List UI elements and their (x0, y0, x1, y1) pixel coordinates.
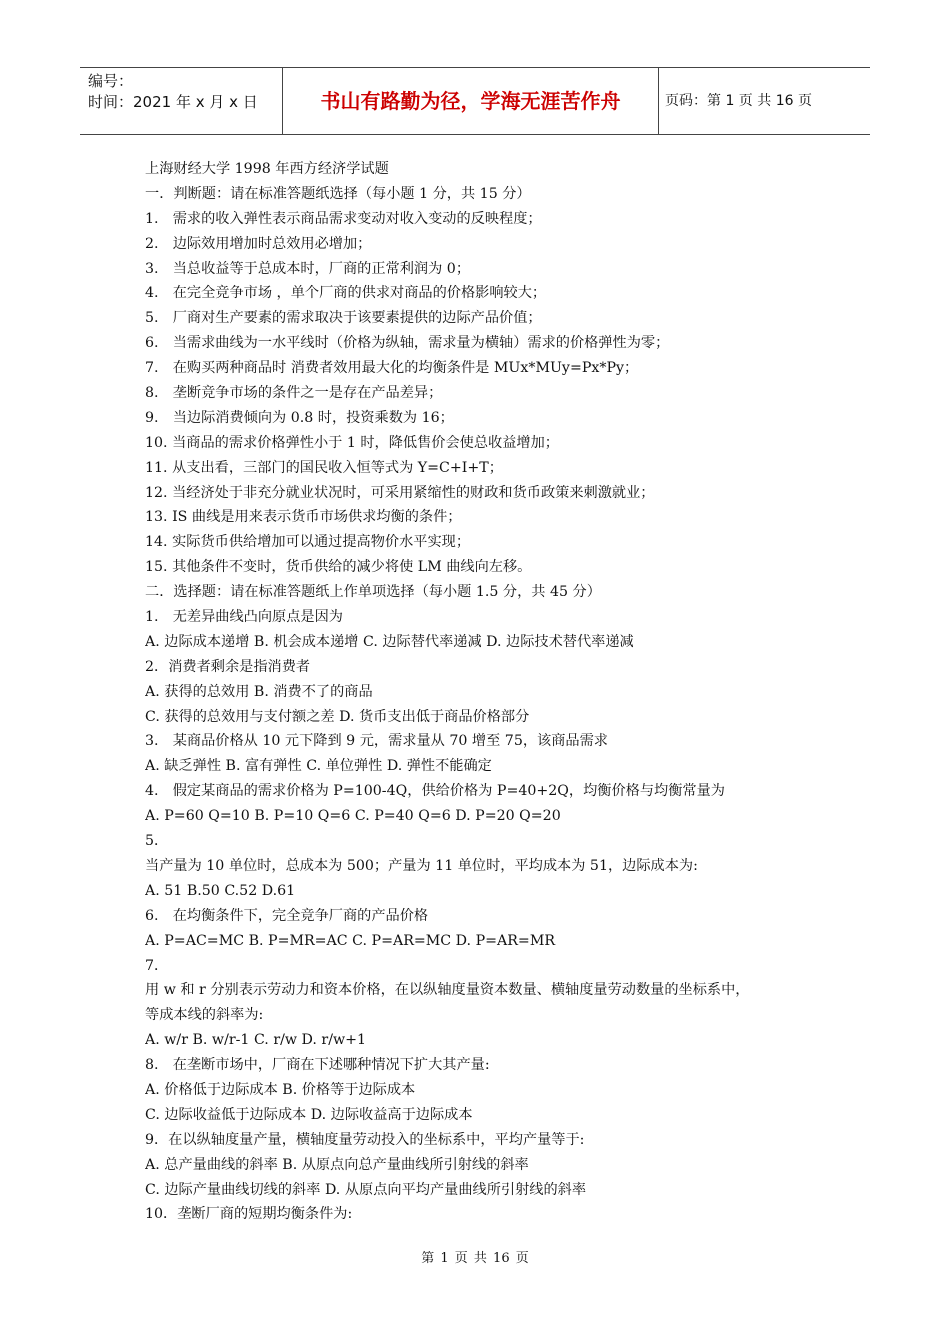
text-line: 1. 需求的收入弹性表示商品需求变动对收入变动的反映程度； (145, 210, 542, 227)
text-line: 6. 当需求曲线为一水平线时（价格为纵轴，需求量为横轴）需求的价格弹性为零； (145, 335, 670, 352)
text-line: 2. 边际效用增加时总效用必增加； (145, 235, 372, 252)
text-line: 当产量为 10 单位时，总成本为 500；产量为 11 单位时，平均成本为 51，边际成本为: (145, 857, 698, 874)
text-line: 10．垄断厂商的短期均衡条件为: (145, 1206, 353, 1223)
text-line: 7. 在购买两种商品时 消费者效用最大化的均衡条件是 MUx*MUy=Px*Py； (145, 360, 639, 377)
text-line: 5. 厂商对生产要素的需求取决于该要素提供的边际产品价值； (145, 310, 542, 327)
header-page-indicator: 页码：第 1 页 共 16 页 (665, 93, 812, 109)
text-line: A. 51 B.50 C.52 D.61 (145, 882, 296, 899)
text-line: 13. IS 曲线是用来表示货币市场供求均衡的条件； (145, 509, 462, 526)
header-info-cell (80, 68, 283, 134)
text-line: 14. 实际货币供给增加可以通过提高物价水平实现； (145, 534, 471, 551)
text-line: 7． (145, 957, 169, 974)
text-line: 3. 某商品价格从 10 元下降到 9 元，需求量从 70 增至 75，该商品需求 (145, 733, 608, 750)
text-line: 5． (145, 833, 169, 850)
text-line: 15. 其他条件不变时，货币供给的减少将使 LM 曲线向左移。 (145, 559, 532, 576)
text-line: 4. 在完全竞争市场 ，单个厂商的供求对商品的价格影响较大； (145, 285, 547, 302)
text-line: C. 边际收益低于边际成本 D. 边际收益高于边际成本 (145, 1106, 473, 1123)
text-line: 1. 无差异曲线凸向原点是因为 (145, 609, 343, 626)
text-line: A. 获得的总效用 B. 消费不了的商品 (145, 683, 373, 700)
text-line: C. 获得的总效用与支付额之差 D. 货币支出低于商品价格部分 (145, 708, 530, 725)
text-line: A. P=60 Q=10 B. P=10 Q=6 C. P=40 Q=6 D. P=20 Q=20 (145, 808, 561, 825)
text-line: A. 缺乏弹性 B. 富有弹性 C. 单位弹性 D. 弹性不能确定 (145, 758, 492, 775)
page-footer: 第 1 页 共 16 页 (421, 1251, 529, 1266)
text-line: A. 总产量曲线的斜率 B. 从原点向总产量曲线所引射线的斜率 (145, 1156, 529, 1173)
text-line: 上海财经大学 1998 年西方经济学试题 (145, 161, 389, 177)
text-line: A. 边际成本递增 B. 机会成本递增 C. 边际替代率递减 D. 边际技术替代率递减 (145, 633, 634, 650)
text-line: 10. 当商品的需求价格弹性小于 1 时，降低售价会使总收益增加； (145, 434, 559, 451)
text-line: 4. 假定某商品的需求价格为 P=100-4Q，供给价格为 P=40+2Q，均衡价格与均衡常量为 (145, 783, 725, 800)
text-line: 等成本线的斜率为: (145, 1007, 264, 1024)
text-line: 6. 在均衡条件下，完全竞争厂商的产品价格 (145, 907, 429, 924)
text-line: 9. 当边际消费倾向为 0.8 时，投资乘数为 16； (145, 409, 454, 426)
text-line: 一．判断题：请在标准答题纸选择（每小题 1 分，共 15 分） (145, 185, 531, 202)
text-line: 9．在以纵轴度量产量，横轴度量劳动投入的坐标系中，平均产量等于: (145, 1131, 585, 1148)
text-line: 8. 在垄断市场中，厂商在下述哪种情况下扩大其产量: (145, 1057, 490, 1074)
text-line: 8. 垄断竞争市场的条件之一是存在产品差异； (145, 385, 443, 402)
text-line: A. w/r B. w/r-1 C. r/w D. r/w+1 (145, 1032, 367, 1049)
text-line: 2．消费者剩余是指消费者 (145, 658, 311, 675)
text-line: 12. 当经济处于非充分就业状况时，可采用紧缩性的财政和货币政策来刺激就业； (145, 484, 655, 501)
text-line: 二．选择题：请在标准答题纸上作单项选择（每小题 1.5 分，共 45 分） (145, 584, 601, 601)
text-line: 用 w 和 r 分别表示劳动力和资本价格，在以纵轴度量资本数量、横轴度量劳动数量的坐标系中， (145, 982, 750, 999)
text-line: 11. 从支出看，三部门的国民收入恒等式为 Y=C+I+T； (145, 459, 503, 476)
header-motto: 书山有路勤为径，学海无涯苦作舟 (283, 68, 659, 134)
document-body (145, 157, 825, 1227)
text-line: 3. 当总收益等于总成本时，厂商的正常利润为 0； (145, 260, 471, 277)
text-line: A. 价格低于边际成本 B. 价格等于边际成本 (145, 1081, 416, 1098)
header-table (80, 67, 870, 135)
text-line: A. P=AC=MC B. P=MR=AC C. P=AR=MC D. P=AR=MR (145, 932, 556, 949)
document-number-label: 编号： (88, 72, 134, 90)
document-date-label: 时间：2021 年 x 月 x 日 (88, 93, 258, 111)
text-line: C. 边际产量曲线切线的斜率 D. 从原点向平均产量曲线所引射线的斜率 (145, 1181, 587, 1198)
